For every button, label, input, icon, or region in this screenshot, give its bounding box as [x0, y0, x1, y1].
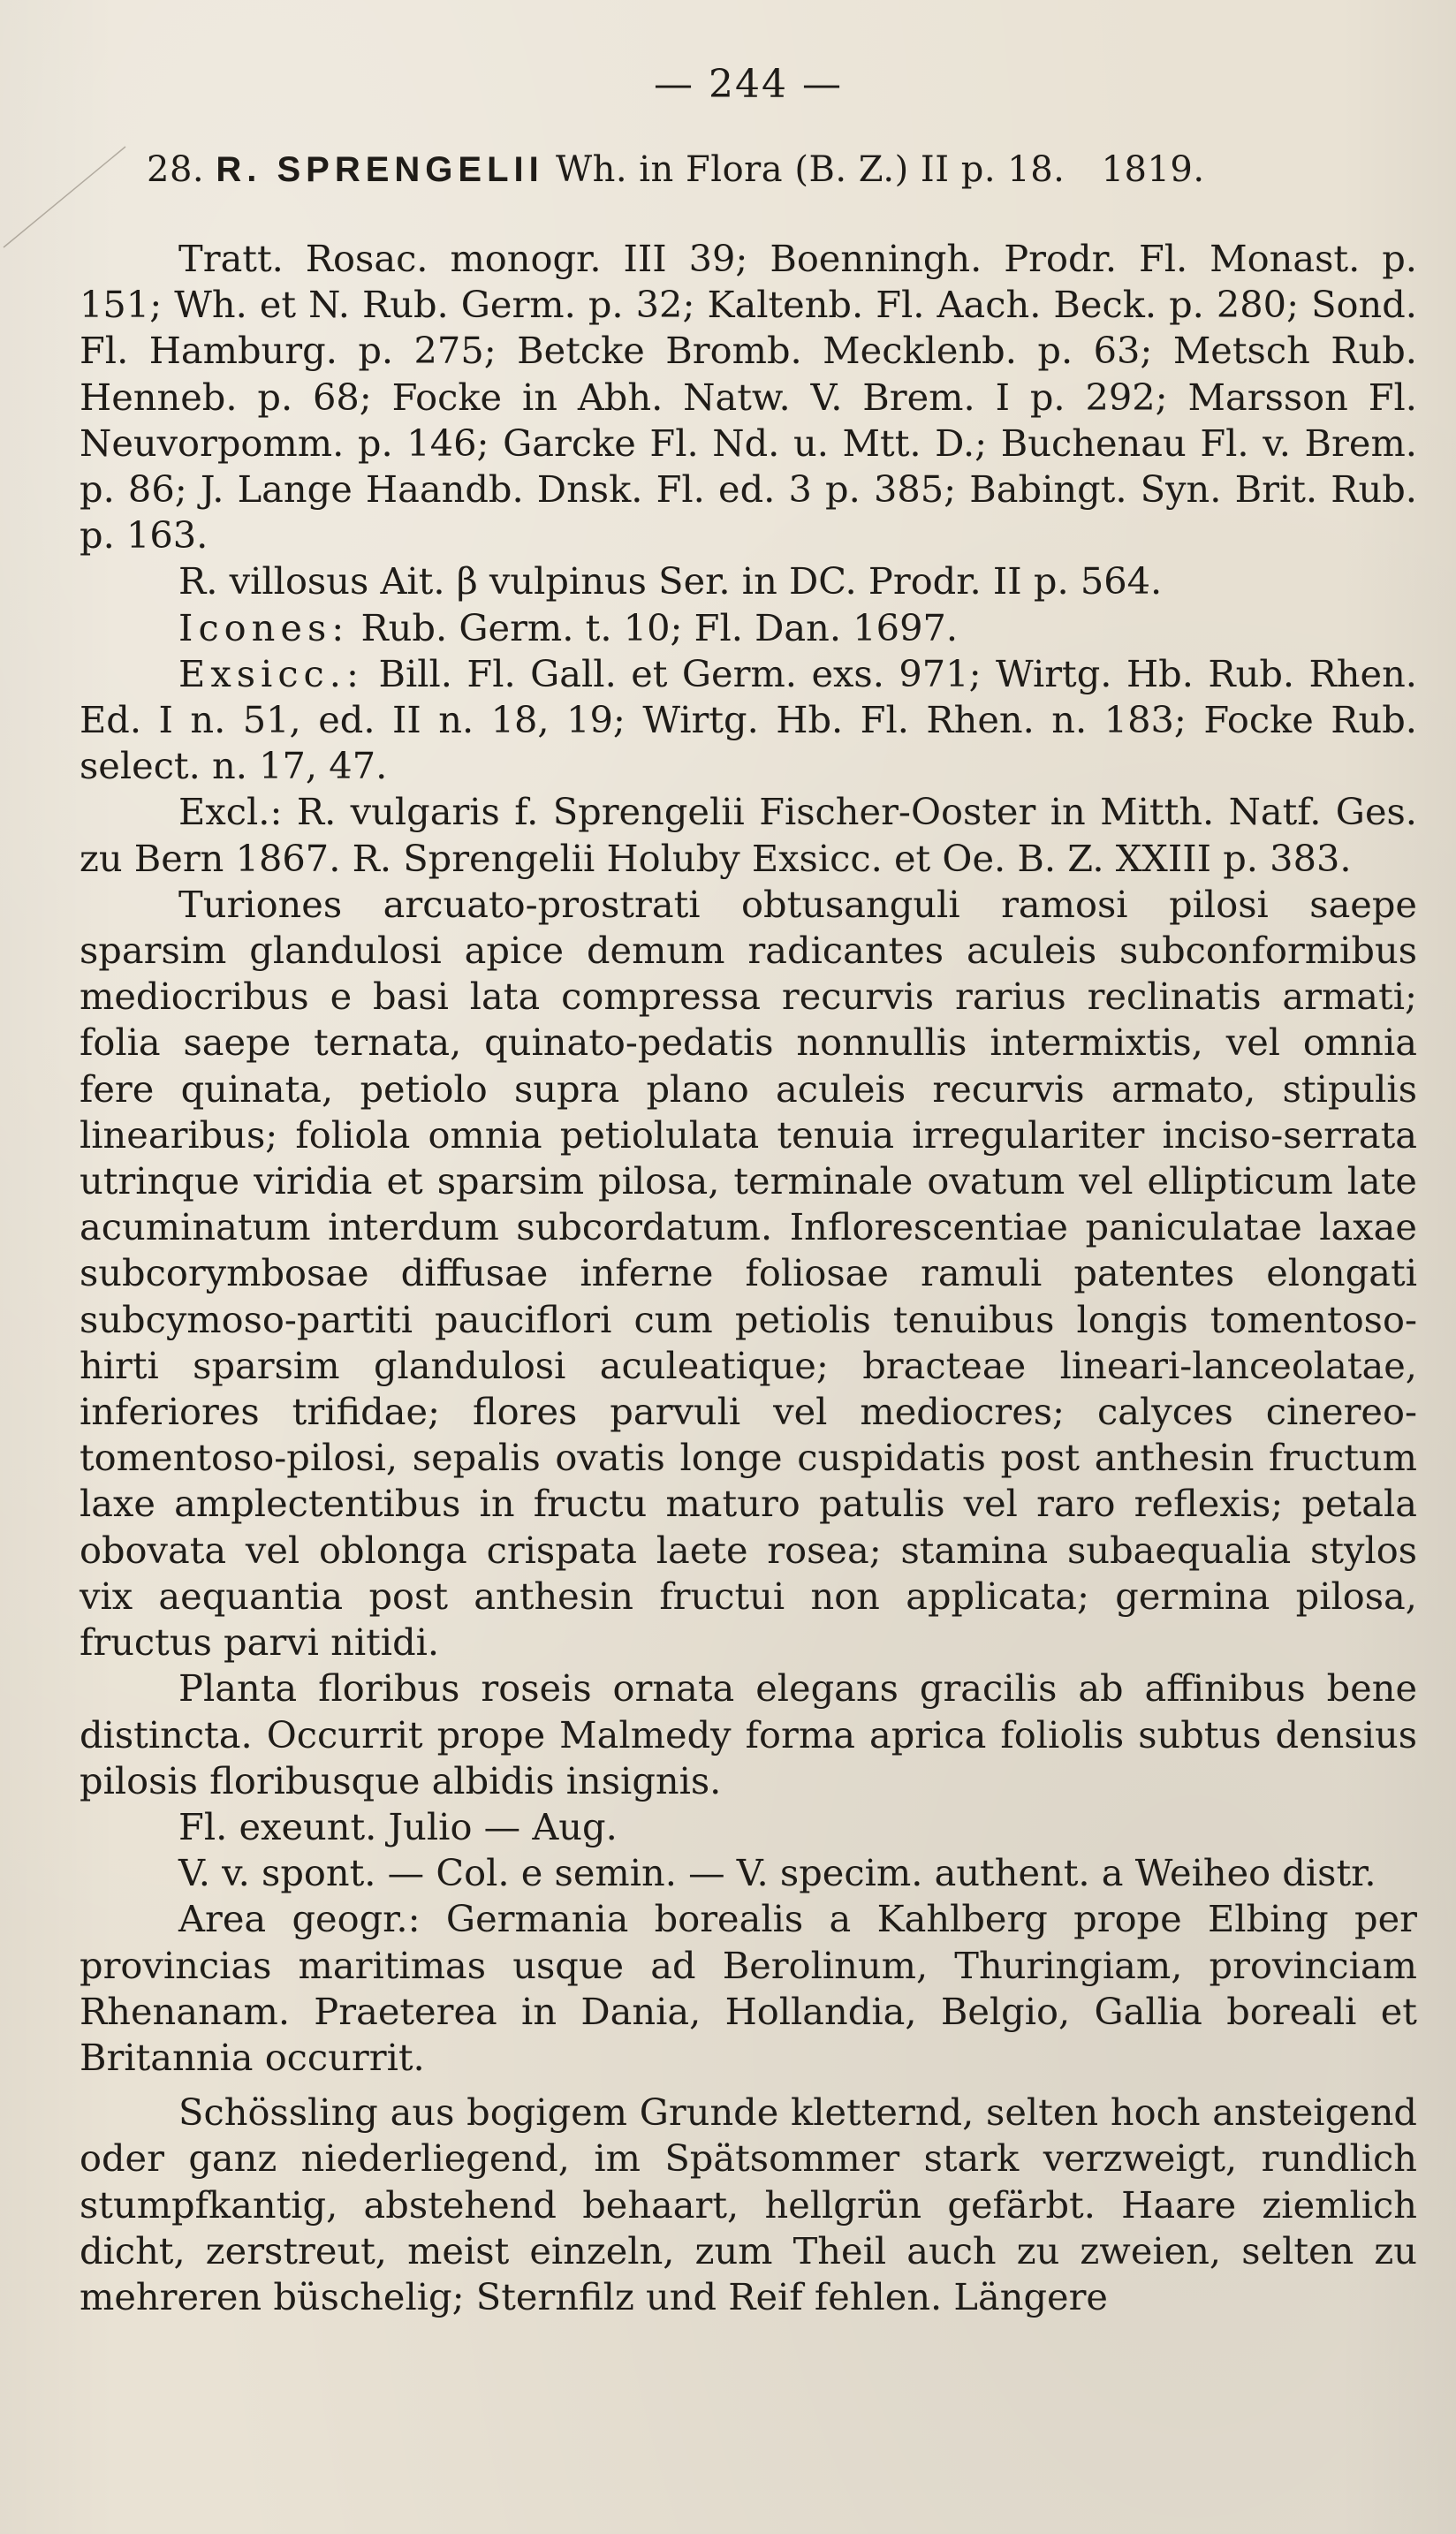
publication-year: 1819.	[1101, 149, 1205, 190]
page-number: — 244 —	[654, 62, 843, 107]
entry-body	[80, 236, 1417, 2320]
exsiccata-label: Exsicc.:	[178, 651, 364, 695]
entry-number: 28.	[147, 149, 205, 190]
latin-description: Turiones arcuato-prostrati obtusanguli ramosi pilosi saepe sparsim glandulosi apice demum radicantes aculeis subconformibus mediocribus e basi lata compressa recurvis rarius reclinatis armati; folia saepe ternata, quinato-pedatis nonnullis intermixtis, vel omnia fere quinata, petiolo supra plano aculeis recurvis armato, stipulis linearibus; foliola omnia petiolulata tenuia irregulariter inciso-serrata utrinque viridia et sparsim pilosa, terminale ovatum vel ellipticum late acuminatum interdum subcordatum. Inflorescentiae paniculatae laxae subcorymbosae diffusae inferne foliosae ramuli patentes elongati subcymoso-partiti pauciflori cum petiolis tenuibus longis tomentoso-hirti sparsim glandulosi aculeatique; bracteae lineari-lanceolatae, inferiores trifidae; flores parvuli vel mediocres; calyces cinereo-tomentoso-pilosi, sepalis ovatis longe cuspidatis post anthesin fructum laxe amplectentibus in fructu maturo patulis vel raro reflexis; petala obovata vel oblonga crispata laete rosea; stamina subaequalia stylos vix aequantia post anthesin fructui non applicata; germina pilosa, fructus parvi nitidi.	[80, 882, 1417, 1665]
exsiccata-paragraph	[80, 651, 1417, 790]
specimens-seen: V. v. spont. — Col. e semin. — V. specim. authent. a Weiheo distr.	[178, 1851, 1376, 1895]
margin-pencil-mark	[0, 141, 133, 256]
german-description: Schössling aus bogigem Grunde kletternd, selten hoch ansteigend oder ganz niederliegend, im Spätsommer stark verzweigt, rundlich stumpfkantig, abstehend behaart, hellgrün gefärbt. Haare ziemlich dicht, zerstreut, meist einzeln, zum Theil auch zu zweien, selten zu mehreren büschelig; Sternfilz und Reif fehlen. Längere	[80, 2090, 1417, 2318]
entry-heading	[147, 149, 1417, 190]
habit-note: Planta floribus roseis ornata elegans gracilis ab affinibus bene distincta. Occurrit prope Malmedy forma aprica foliolis subtus densius pilosis floribusque albidis insignis.	[80, 1666, 1417, 1802]
geographic-range: Area geogr.: Germania borealis a Kahlberg prope Elbing per provincias maritimas usque ad Berolinum, Thuringiam, provinciam Rhenanam. Praeterea in Dania, Hollandia, Belgio, Gallia boreali et Britannia occurrit.	[80, 1897, 1417, 2079]
flowering-time: Fl. exeunt. Julio — Aug.	[178, 1804, 618, 1848]
icones-label: Icones:	[178, 605, 350, 649]
excluded-synonyms: Excl.: R. vulgaris f. Sprengelii Fischer-Ooster in Mitth. Natf. Ges. zu Bern 1867. R. Sprengelii Holuby Exsicc. et Oe. B. Z. XXIII p. 383.	[80, 790, 1417, 880]
species-name: R. SPRENGELII	[216, 150, 544, 189]
synonym-references: Tratt. Rosac. monogr. III 39; Boenningh. Prodr. Fl. Monast. p. 151; Wh. et N. Rub. Germ. p. 32; Kaltenb. Fl. Aach. Beck. p. 280; Sond. Fl. Hamburg. p. 275; Betcke Bromb. Mecklenb. p. 63; Metsch Rub. Henneb. p. 68; Focke in Abh. Natw. V. Brem. I p. 292; Marsson Fl. Neuvorpomm. p. 146; Garcke Fl. Nd. u. Mtt. D.; Buchenau Fl. v. Brem. p. 86; J. Lange Haandb. Dnsk. Fl. ed. 3 p. 385; Babingt. Syn. Brit. Rub. p. 163.	[80, 237, 1417, 558]
villosus-synonym: R. villosus Ait. β vulpinus Ser. in DC. Prodr. II p. 564.	[178, 559, 1163, 603]
exsiccata-text: Bill. Fl. Gall. et Germ. exs. 971; Wirtg. Hb. Rub. Rhen. Ed. I n. 51, ed. II n. 18, 19; Wirtg. Hb. Fl. Rhen. n. 183; Focke Rub. select. n. 17, 47.	[80, 651, 1417, 788]
original-citation: Wh. in Flora (B. Z.) II p. 18.	[555, 149, 1065, 190]
icones-text: Rub. Germ. t. 10; Fl. Dan. 1697.	[360, 605, 959, 649]
icones-line	[80, 605, 1417, 651]
